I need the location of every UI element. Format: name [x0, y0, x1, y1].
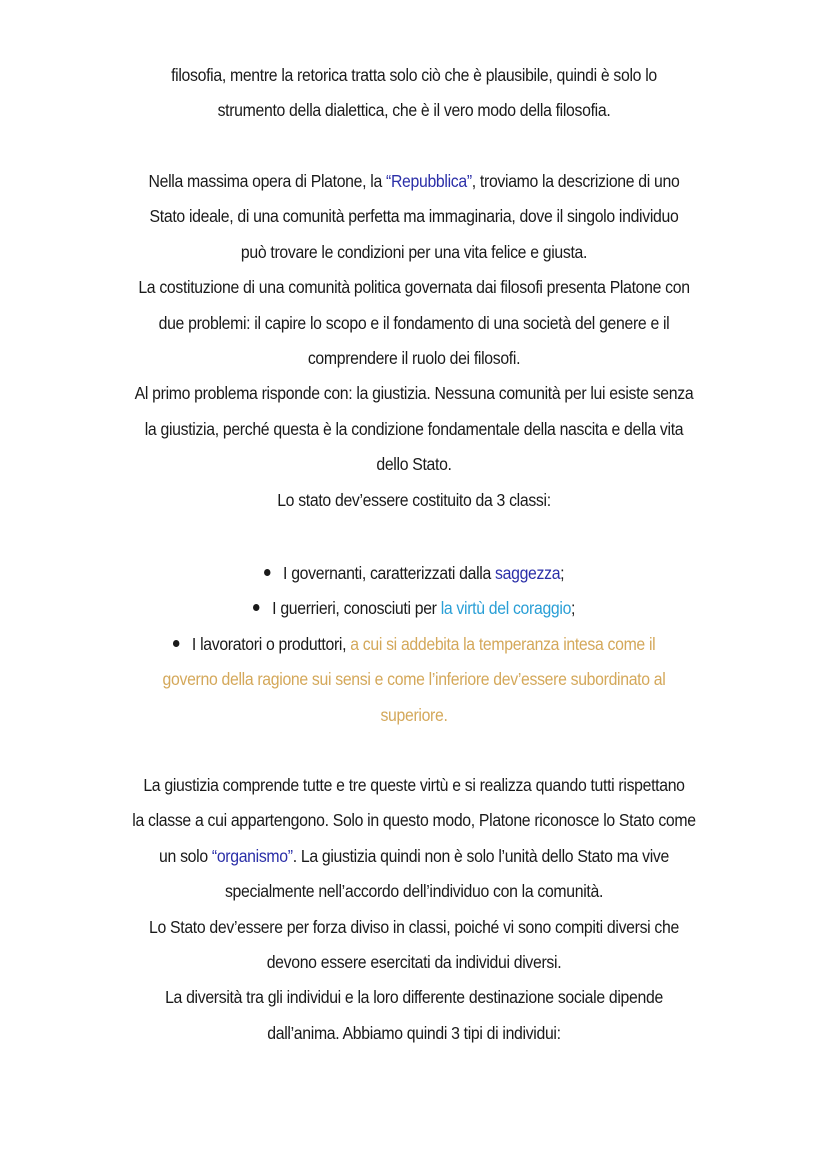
highlight-saggezza: saggezza — [495, 563, 561, 583]
text-span: I guerrieri, conosciuti per — [272, 598, 441, 619]
text-line: Lo stato dev’essere costituito da 3 classi: — [277, 489, 551, 510]
paragraph-justice — [107, 768, 722, 1051]
paragraph-republic — [107, 164, 722, 518]
text-line: filosofia, mentre la retorica tratta solo ciò che è plausibile, quindi è solo lo — [171, 65, 657, 85]
list-item — [107, 556, 722, 591]
text-line: dall’anima. Abbiamo quindi 3 tipi di individui: — [267, 1022, 561, 1043]
text-span: I lavoratori o produttori, — [191, 633, 351, 654]
text-line: comprendere il ruolo dei filosofi. — [307, 348, 521, 369]
highlight-coraggio: la virtù del coraggio — [440, 598, 572, 619]
text-line: La costituzione di una comunità politica governata dai filosofi presenta Platone con — [138, 277, 690, 298]
text-line: Stato ideale, di una comunità perfetta ma immaginaria, dove il singolo individuo — [149, 206, 679, 227]
list-item — [107, 627, 722, 662]
text-line — [107, 164, 722, 199]
paragraph-rhetoric — [107, 58, 722, 129]
text-span: un solo — [159, 845, 212, 866]
text-line: devono essere esercitati da individui diversi. — [266, 952, 562, 973]
text-span: Nella massima opera di Platone, la — [148, 171, 386, 191]
classes-bullet-list — [107, 556, 722, 733]
highlight-repubblica: “Repubblica” — [385, 171, 472, 191]
text-line: specialmente nell’accordo dell’individuo con la comunità. — [224, 881, 604, 902]
list-item — [107, 591, 722, 626]
text-line: strumento della dialettica, che è il vero modo della filosofia. — [217, 100, 611, 121]
text-span: ; — [560, 563, 565, 583]
text-line: la giustizia, perché questa è la condizione fondamentale della nascita e della vita — [144, 418, 684, 439]
text-span: ; — [571, 598, 576, 619]
text-span: , troviamo la descrizione di uno — [471, 171, 680, 191]
highlight-temperanza: a cui si addebita la temperanza intesa come il — [350, 633, 656, 654]
text-line: Lo Stato dev’essere per forza diviso in classi, poiché vi sono compiti diversi che — [149, 916, 679, 937]
highlight-organismo: “organismo” — [211, 845, 293, 866]
text-line — [107, 839, 722, 874]
text-line: due problemi: il capire lo scopo e il fondamento di una società del genere e il — [158, 312, 670, 333]
list-item-continuation: superiore. — [380, 704, 448, 725]
list-item-continuation: governo della ragione sui sensi e come l’inferiore dev’essere subordinato al — [162, 669, 666, 690]
text-line: dello Stato. — [376, 454, 452, 475]
text-line: può trovare le condizioni per una vita felice e giusta. — [240, 241, 588, 262]
text-line: la classe a cui appartengono. Solo in questo modo, Platone riconosce lo Stato come — [132, 810, 696, 831]
bullet-icon — [264, 569, 270, 576]
bullet-icon — [253, 604, 259, 611]
text-line: La giustizia comprende tutte e tre queste virtù e si realizza quando tutti rispettano — [143, 775, 685, 795]
text-span: I governanti, caratterizzati dalla — [283, 563, 496, 583]
text-span: . La giustizia quindi non è solo l’unità dello Stato ma vive — [292, 845, 669, 866]
text-line: La diversità tra gli individui e la loro differente destinazione sociale dipende — [165, 987, 663, 1008]
bullet-icon — [173, 640, 179, 647]
text-line: Al primo problema risponde con: la giustizia. Nessuna comunità per lui esiste senza — [134, 383, 694, 404]
